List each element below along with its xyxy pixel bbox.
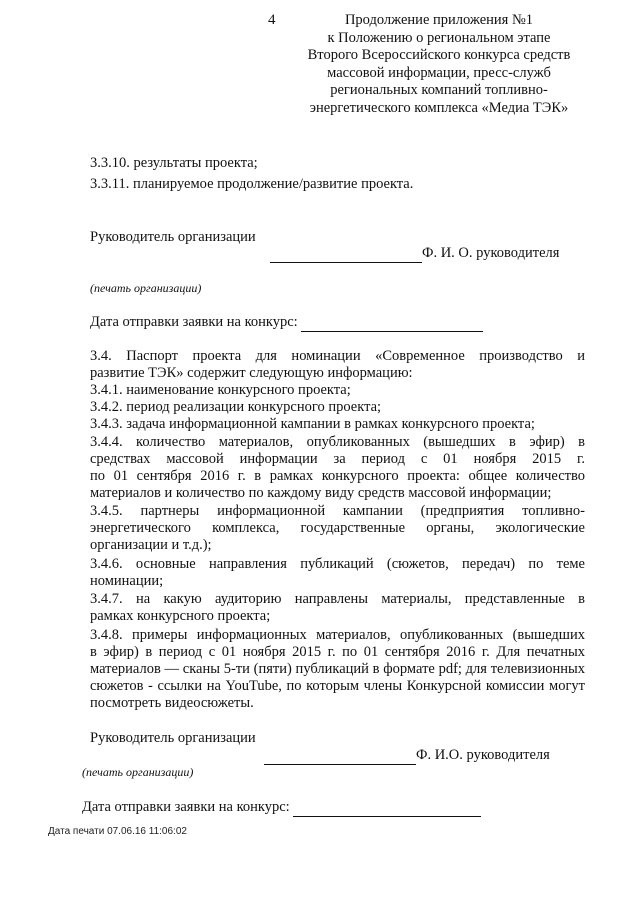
date-blank <box>301 314 483 332</box>
item-3-4-4-line: по 01 сентября 2016 г. в рамках конкурсного проекта: общее количество <box>90 468 585 484</box>
item-3-4-4: 3.4.4. количество материалов, опубликованных (вышедших в эфир) в <box>90 434 585 450</box>
head-label: Руководитель организации <box>90 229 256 245</box>
item-3-4-6: 3.4.6. основные направления публикаций (сюжетов, передач) по теме <box>90 556 585 572</box>
head-fio: Ф. И.О. руководителя <box>416 747 550 763</box>
item-3-3-11: 3.3.11. планируемое продолжение/развитие проекта. <box>90 176 414 192</box>
passport-intro: 3.4. Паспорт проекта для номинации «Современное производство и <box>90 348 585 364</box>
page-number: 4 <box>268 12 276 28</box>
header-line: Второго Всероссийского конкурса средств <box>307 47 571 63</box>
item-3-4-4-line: материалов и количество по каждому виду средств массовой информации; <box>90 485 552 501</box>
date-blank <box>293 799 481 817</box>
item-3-4-2: 3.4.2. период реализации конкурсного проекта; <box>90 399 382 415</box>
header-line: региональных компаний топливно- <box>330 82 548 98</box>
signature-blank <box>270 245 422 263</box>
item-3-4-4-line: средствах массовой информации за период с 01 ноября 2015 г. <box>90 451 585 467</box>
header-line: к Положению о региональном этапе <box>327 29 551 46</box>
date-line <box>82 799 481 817</box>
item-3-4-8-line: сюжетов - ссылки на YouTube, по которым члены Конкурсной комиссии могут <box>90 678 585 694</box>
item-3-4-7: 3.4.7. на какую аудиторию направлены материалы, представленные в <box>90 591 585 607</box>
item-3-4-7-line: рамках конкурсного проекта; <box>90 608 271 624</box>
date-label: Дата отправки заявки на конкурс: <box>90 314 298 330</box>
item-3-4-6-line: номинации; <box>90 573 164 589</box>
item-3-4-8-line: в эфир) в период с 01 ноября 2015 г. по 01 сентября 2016 г. Для печатных <box>90 644 585 660</box>
appendix-header <box>290 12 588 117</box>
signature-line <box>270 245 559 263</box>
print-date: Дата печати 07.06.16 11:06:02 <box>48 826 187 837</box>
date-label: Дата отправки заявки на конкурс: <box>82 799 290 815</box>
item-3-3-10: 3.3.10. результаты проекта; <box>90 155 258 171</box>
item-3-4-5-line: организации и т.д.); <box>90 537 212 553</box>
header-line: энергетического комплекса «Медиа ТЭК» <box>309 99 569 116</box>
header-line: Продолжение приложения №1 <box>344 12 534 28</box>
stamp-caption: (печать организации) <box>90 281 202 295</box>
head-fio: Ф. И. О. руководителя <box>422 245 560 261</box>
item-3-4-3: 3.4.3. задача информационной кампании в рамках конкурсного проекта; <box>90 416 535 432</box>
header-line: массовой информации, пресс-служб <box>327 64 551 81</box>
signature-blank <box>264 747 416 765</box>
date-line <box>90 314 483 332</box>
passport-intro-cont: развитие ТЭК» содержит следующую информацию: <box>90 365 413 381</box>
item-3-4-5-line: энергетического комплекса, государственные органы, экологические <box>90 520 585 536</box>
item-3-4-1: 3.4.1. наименование конкурсного проекта; <box>90 382 351 398</box>
signature-line <box>264 747 550 765</box>
item-3-4-5: 3.4.5. партнеры информационной кампании (предприятия топливно- <box>90 503 585 519</box>
stamp-caption: (печать организации) <box>82 765 194 779</box>
item-3-4-8-line: материалов — сканы 5-ти (пяти) публикаций в формате pdf; для телевизионных <box>90 661 585 677</box>
item-3-4-8-line: посмотреть видеосюжеты. <box>90 695 254 711</box>
item-3-4-8: 3.4.8. примеры информационных материалов, опубликованных (вышедших <box>90 627 585 643</box>
head-label: Руководитель организации <box>90 730 256 746</box>
